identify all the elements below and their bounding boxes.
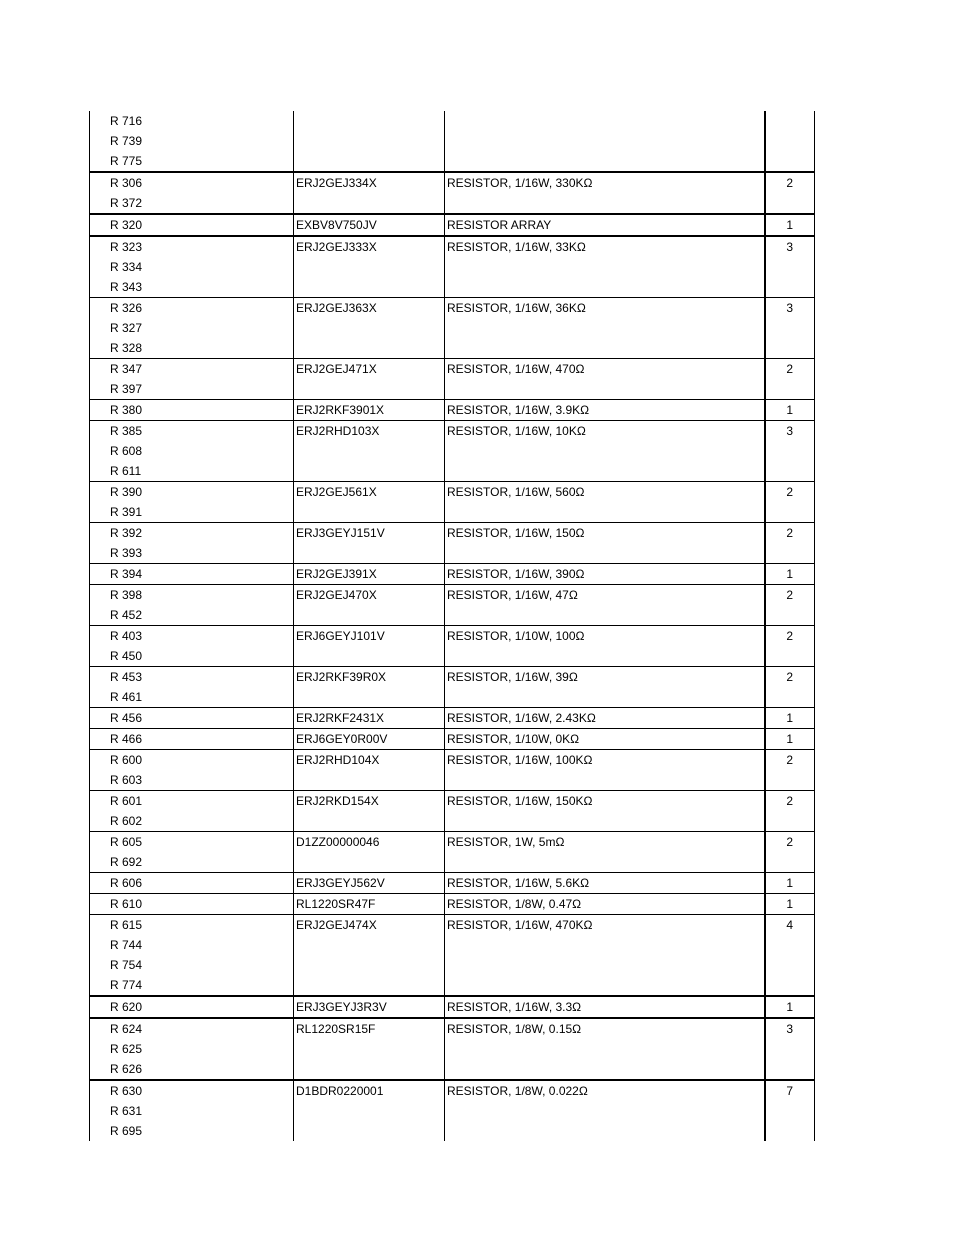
- quantity: 3: [786, 301, 794, 315]
- description-cell: [445, 894, 765, 915]
- part-number-cell: [294, 482, 445, 523]
- table-row: [90, 214, 815, 236]
- description: [447, 111, 764, 131]
- reference-designator: R 385: [110, 424, 143, 438]
- table-row: [90, 298, 815, 359]
- quantity-cell: [765, 359, 815, 400]
- part-number-cell: [294, 359, 445, 400]
- parts-list-table: [89, 111, 815, 1141]
- part-number-cell: [294, 729, 445, 750]
- quantity-cell: [765, 1018, 815, 1080]
- quantity-cell: [765, 729, 815, 750]
- reference-cell: [90, 111, 294, 172]
- part-number: ERJ6GEY0R00V: [296, 732, 388, 746]
- quantity: 2: [786, 362, 794, 376]
- description-cell: [445, 585, 765, 626]
- part-number-cell: [294, 236, 445, 298]
- part-number-cell: [294, 894, 445, 915]
- reference-designator: R 394: [110, 567, 143, 581]
- description-cell: [445, 791, 765, 832]
- table-row: [90, 708, 815, 729]
- description: RESISTOR, 1/8W, 0.15Ω: [447, 1022, 582, 1036]
- reference-cell: [90, 298, 294, 359]
- part-number: ERJ2GEJ474X: [296, 918, 377, 932]
- part-number-cell: [294, 400, 445, 421]
- reference-designator: R 631: [110, 1104, 143, 1118]
- reference-cell: [90, 915, 294, 997]
- description-cell: [445, 667, 765, 708]
- description-cell: [445, 359, 765, 400]
- reference-cell: [90, 750, 294, 791]
- reference-cell: [90, 400, 294, 421]
- reference-designator: R 624: [110, 1022, 143, 1036]
- quantity: 1: [786, 403, 794, 417]
- reference-cell: [90, 832, 294, 873]
- part-number-cell: [294, 421, 445, 482]
- table-row: [90, 564, 815, 585]
- part-number: ERJ2RKF2431X: [296, 711, 385, 725]
- part-number: ERJ2GEJ391X: [296, 567, 377, 581]
- description-cell: [445, 626, 765, 667]
- reference-designator: R 608: [110, 444, 143, 458]
- reference-designator: R 320: [110, 218, 143, 232]
- description-cell: [445, 996, 765, 1018]
- reference-designator: R 323: [110, 240, 143, 254]
- reference-designator: R 392: [110, 526, 143, 540]
- part-number: ERJ2GEJ561X: [296, 485, 377, 499]
- quantity: 2: [786, 526, 794, 540]
- description-cell: [445, 523, 765, 564]
- description-cell: [445, 298, 765, 359]
- part-number-cell: [294, 564, 445, 585]
- quantity: 2: [786, 588, 794, 602]
- description: RESISTOR, 1/16W, 5.6KΩ: [447, 876, 590, 890]
- table-row: [90, 421, 815, 482]
- description-cell: [445, 564, 765, 585]
- description-cell: [445, 400, 765, 421]
- description: RESISTOR, 1/16W, 100KΩ: [447, 753, 593, 767]
- part-number-cell: [294, 915, 445, 997]
- reference-cell: [90, 894, 294, 915]
- part-number: D1ZZ00000046: [296, 835, 380, 849]
- part-number: RL1220SR15F: [296, 1022, 376, 1036]
- quantity-cell: [765, 750, 815, 791]
- reference-cell: [90, 708, 294, 729]
- description: RESISTOR, 1/16W, 330KΩ: [447, 176, 593, 190]
- description-cell: [445, 172, 765, 214]
- quantity-cell: [765, 996, 815, 1018]
- reference-designator: R 380: [110, 403, 143, 417]
- description-cell: [445, 111, 765, 172]
- part-number-cell: [294, 708, 445, 729]
- reference-designator: R 461: [110, 690, 143, 704]
- reference-designator: R 393: [110, 546, 143, 560]
- part-number-cell: [294, 298, 445, 359]
- reference-cell: [90, 421, 294, 482]
- quantity: 2: [786, 753, 794, 767]
- description: RESISTOR, 1/8W, 0.022Ω: [447, 1084, 588, 1098]
- part-number: ERJ2GEJ333X: [296, 240, 377, 254]
- reference-cell: [90, 359, 294, 400]
- table-row: [90, 359, 815, 400]
- part-number: ERJ3GEYJ3R3V: [296, 1000, 387, 1014]
- reference-designator: R 343: [110, 280, 143, 294]
- reference-designator: R 334: [110, 260, 143, 274]
- reference-designator: R 397: [110, 382, 143, 396]
- reference-designator: R 739: [110, 134, 143, 148]
- description-cell: [445, 1080, 765, 1141]
- parts-list-body: [90, 111, 815, 1141]
- quantity-cell: [765, 626, 815, 667]
- description: RESISTOR ARRAY: [447, 218, 552, 232]
- table-row: [90, 626, 815, 667]
- table-row: [90, 791, 815, 832]
- quantity-cell: [765, 482, 815, 523]
- reference-designator: R 754: [110, 958, 143, 972]
- description-cell: [445, 1018, 765, 1080]
- description: RESISTOR, 1/16W, 3.3Ω: [447, 1000, 582, 1014]
- description: RESISTOR, 1/16W, 150KΩ: [447, 794, 593, 808]
- reference-designator: R 630: [110, 1084, 143, 1098]
- part-number: ERJ2RKF39R0X: [296, 670, 387, 684]
- reference-cell: [90, 172, 294, 214]
- reference-cell: [90, 214, 294, 236]
- reference-designator: R 774: [110, 978, 143, 992]
- quantity-cell: [765, 667, 815, 708]
- part-number: ERJ6GEYJ101V: [296, 629, 385, 643]
- reference-cell: [90, 626, 294, 667]
- part-number: ERJ2RKF3901X: [296, 403, 385, 417]
- reference-designator: R 456: [110, 711, 143, 725]
- description: RESISTOR, 1/16W, 470Ω: [447, 362, 585, 376]
- quantity-cell: [765, 421, 815, 482]
- reference-cell: [90, 873, 294, 894]
- reference-designator: R 626: [110, 1062, 143, 1076]
- quantity-cell: [765, 873, 815, 894]
- reference-cell: [90, 482, 294, 523]
- description-cell: [445, 915, 765, 997]
- reference-designator: R 692: [110, 855, 143, 869]
- reference-cell: [90, 996, 294, 1018]
- reference-cell: [90, 791, 294, 832]
- part-number-cell: [294, 626, 445, 667]
- quantity: 7: [786, 1084, 794, 1098]
- description-cell: [445, 729, 765, 750]
- description: RESISTOR, 1/16W, 470KΩ: [447, 918, 593, 932]
- reference-designator: R 744: [110, 938, 143, 952]
- reference-cell: [90, 523, 294, 564]
- description: RESISTOR, 1/16W, 33KΩ: [447, 240, 586, 254]
- table-row: [90, 996, 815, 1018]
- part-number: ERJ2RKD154X: [296, 794, 379, 808]
- reference-cell: [90, 564, 294, 585]
- description-cell: [445, 482, 765, 523]
- quantity: 1: [786, 897, 794, 911]
- quantity-cell: [765, 172, 815, 214]
- description-cell: [445, 236, 765, 298]
- description: RESISTOR, 1/16W, 2.43KΩ: [447, 711, 596, 725]
- reference-cell: [90, 236, 294, 298]
- part-number-cell: [294, 996, 445, 1018]
- description: RESISTOR, 1/16W, 390Ω: [447, 567, 585, 581]
- part-number: ERJ2GEJ363X: [296, 301, 377, 315]
- quantity: 2: [786, 835, 794, 849]
- reference-cell: [90, 1080, 294, 1141]
- reference-designator: R 610: [110, 897, 143, 911]
- quantity: 1: [786, 732, 794, 746]
- part-number: ERJ3GEYJ151V: [296, 526, 385, 540]
- quantity-cell: [765, 832, 815, 873]
- part-number-cell: [294, 1018, 445, 1080]
- description-cell: [445, 750, 765, 791]
- table-row: [90, 832, 815, 873]
- description: RESISTOR, 1/16W, 36KΩ: [447, 301, 586, 315]
- table-row: [90, 111, 815, 172]
- part-number-cell: [294, 111, 445, 172]
- table-row: [90, 482, 815, 523]
- reference-designator: R 620: [110, 1000, 143, 1014]
- description-cell: [445, 214, 765, 236]
- part-number-cell: [294, 214, 445, 236]
- reference-designator: R 716: [110, 114, 143, 128]
- description: RESISTOR, 1/8W, 0.47Ω: [447, 897, 582, 911]
- part-number: EXBV8V750JV: [296, 218, 377, 232]
- reference-designator: R 390: [110, 485, 143, 499]
- quantity-cell: [765, 111, 815, 172]
- quantity: 2: [786, 176, 794, 190]
- part-number-cell: [294, 172, 445, 214]
- reference-designator: R 615: [110, 918, 143, 932]
- reference-designator: R 327: [110, 321, 143, 335]
- reference-designator: R 611: [110, 464, 142, 478]
- quantity: 4: [786, 918, 794, 932]
- table-row: [90, 523, 815, 564]
- part-number-cell: [294, 832, 445, 873]
- part-number-cell: [294, 791, 445, 832]
- table-row: [90, 729, 815, 750]
- description: RESISTOR, 1W, 5mΩ: [447, 835, 565, 849]
- quantity-cell: [765, 214, 815, 236]
- quantity: 1: [786, 1000, 794, 1014]
- reference-designator: R 453: [110, 670, 143, 684]
- part-number: ERJ2RHD104X: [296, 753, 380, 767]
- reference-cell: [90, 729, 294, 750]
- reference-designator: R 602: [110, 814, 143, 828]
- reference-designator: R 306: [110, 176, 143, 190]
- table-row: [90, 585, 815, 626]
- part-number: ERJ2GEJ471X: [296, 362, 377, 376]
- quantity: 1: [786, 876, 794, 890]
- part-number: ERJ2RHD103X: [296, 424, 380, 438]
- part-number-cell: [294, 873, 445, 894]
- quantity-cell: [765, 298, 815, 359]
- reference-designator: R 328: [110, 341, 143, 355]
- reference-designator: R 452: [110, 608, 143, 622]
- reference-designator: R 403: [110, 629, 143, 643]
- table-row: [90, 236, 815, 298]
- description: RESISTOR, 1/16W, 47Ω: [447, 588, 578, 602]
- quantity-cell: [765, 523, 815, 564]
- part-number: RL1220SR47F: [296, 897, 376, 911]
- description: RESISTOR, 1/16W, 39Ω: [447, 670, 578, 684]
- part-number: ERJ3GEYJ562V: [296, 876, 385, 890]
- reference-designator: R 625: [110, 1042, 143, 1056]
- quantity: 3: [786, 240, 794, 254]
- quantity: 2: [786, 794, 794, 808]
- part-number: [296, 111, 444, 131]
- table-row: [90, 915, 815, 997]
- reference-designator: R 600: [110, 753, 143, 767]
- reference-designator: R 372: [110, 196, 143, 210]
- quantity: 1: [786, 567, 794, 581]
- reference-cell: [90, 667, 294, 708]
- reference-designator: R 347: [110, 362, 143, 376]
- reference-designator: R 466: [110, 732, 143, 746]
- table-row: [90, 873, 815, 894]
- table-row: [90, 667, 815, 708]
- table-row: [90, 400, 815, 421]
- quantity: 2: [786, 629, 794, 643]
- description: RESISTOR, 1/10W, 100Ω: [447, 629, 585, 643]
- part-number-cell: [294, 667, 445, 708]
- reference-designator: R 605: [110, 835, 143, 849]
- reference-designator: R 695: [110, 1124, 143, 1138]
- part-number-cell: [294, 1080, 445, 1141]
- table-row: [90, 1018, 815, 1080]
- table-row: [90, 172, 815, 214]
- description-cell: [445, 832, 765, 873]
- part-number-cell: [294, 585, 445, 626]
- table-row: [90, 894, 815, 915]
- quantity-cell: [765, 400, 815, 421]
- quantity: 1: [786, 218, 794, 232]
- quantity-cell: [765, 1080, 815, 1141]
- quantity-cell: [765, 791, 815, 832]
- reference-designator: R 398: [110, 588, 143, 602]
- reference-designator: R 603: [110, 773, 143, 787]
- reference-designator: R 606: [110, 876, 143, 890]
- part-number-cell: [294, 750, 445, 791]
- description-cell: [445, 421, 765, 482]
- description: RESISTOR, 1/10W, 0KΩ: [447, 732, 580, 746]
- description: RESISTOR, 1/16W, 150Ω: [447, 526, 585, 540]
- description-cell: [445, 873, 765, 894]
- quantity: 2: [786, 670, 794, 684]
- quantity: 3: [786, 1022, 794, 1036]
- reference-cell: [90, 585, 294, 626]
- table-row: [90, 750, 815, 791]
- description: RESISTOR, 1/16W, 3.9KΩ: [447, 403, 590, 417]
- quantity-cell: [765, 708, 815, 729]
- reference-designator: R 775: [110, 154, 143, 168]
- description: RESISTOR, 1/16W, 560Ω: [447, 485, 585, 499]
- reference-designator: R 391: [110, 505, 143, 519]
- part-number: ERJ2GEJ470X: [296, 588, 377, 602]
- part-number-cell: [294, 523, 445, 564]
- quantity: 2: [786, 485, 794, 499]
- reference-cell: [90, 1018, 294, 1080]
- table-row: [90, 1080, 815, 1141]
- quantity-cell: [765, 236, 815, 298]
- quantity-cell: [765, 564, 815, 585]
- reference-designator: R 450: [110, 649, 143, 663]
- quantity-cell: [765, 915, 815, 997]
- quantity: 3: [786, 424, 794, 438]
- part-number: D1BDR0220001: [296, 1084, 384, 1098]
- reference-designator: R 326: [110, 301, 143, 315]
- part-number: ERJ2GEJ334X: [296, 176, 377, 190]
- quantity: [766, 111, 815, 131]
- quantity: 1: [786, 711, 794, 725]
- description-cell: [445, 708, 765, 729]
- description: RESISTOR, 1/16W, 10KΩ: [447, 424, 586, 438]
- quantity-cell: [765, 585, 815, 626]
- quantity-cell: [765, 894, 815, 915]
- reference-designator: R 601: [110, 794, 143, 808]
